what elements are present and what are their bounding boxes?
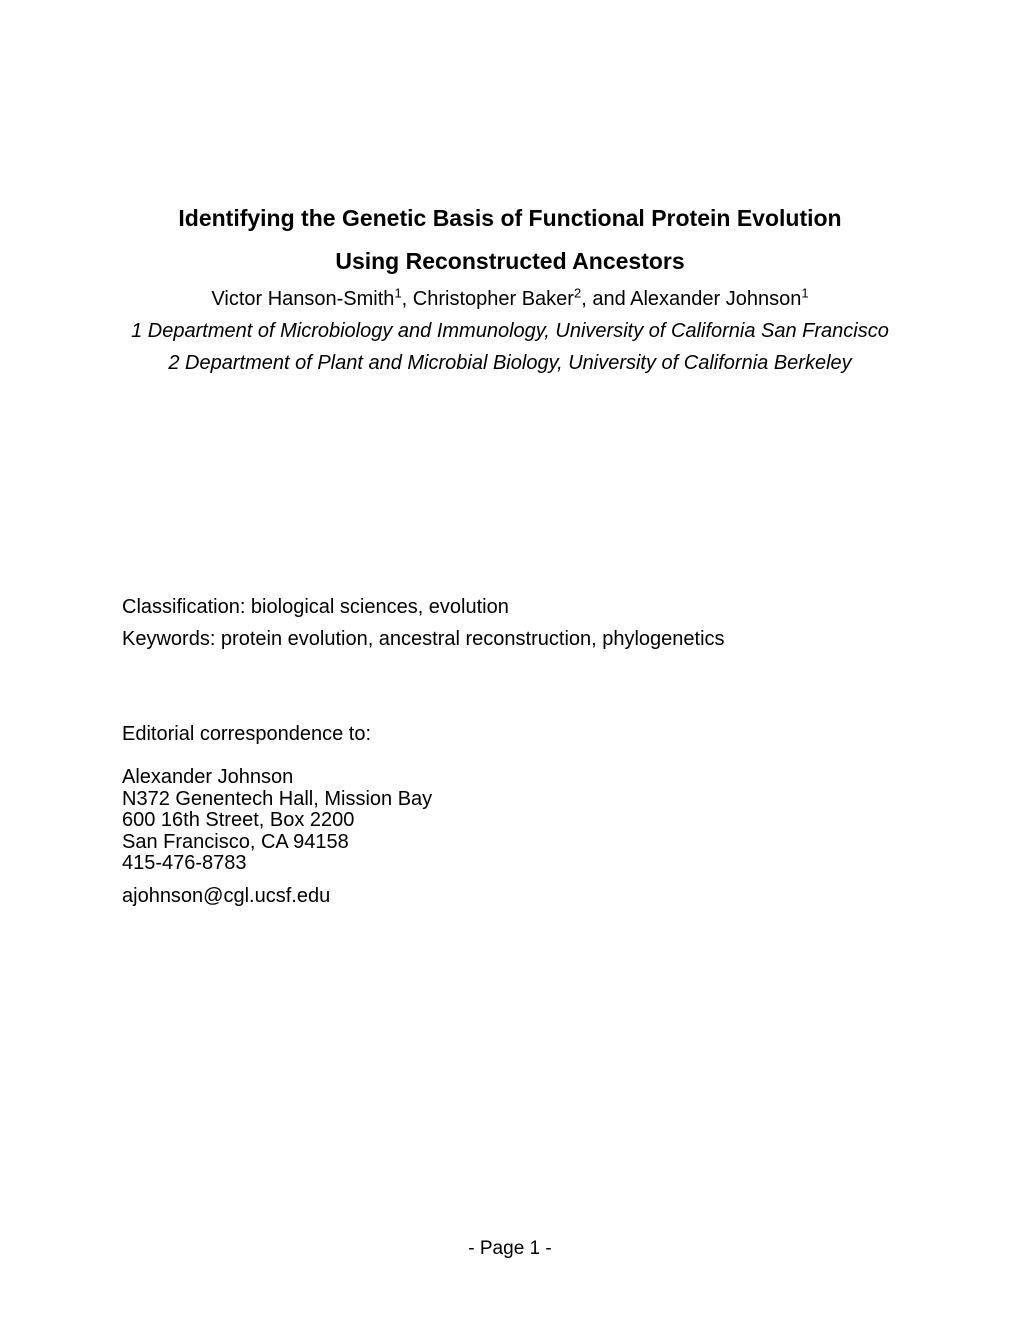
correspondence-address	[122, 767, 898, 875]
page-number-footer: - Page 1 -	[468, 1238, 552, 1259]
author-name: , Christopher Baker	[401, 288, 574, 310]
classification-line: Classification: biological sciences, evolution	[122, 596, 509, 618]
author-name: , and Alexander Johnson	[581, 288, 802, 310]
meta-block	[122, 591, 898, 655]
correspondence-email: ajohnson@cgl.ucsf.edu	[122, 884, 331, 907]
address-line: 600 16th Street, Box 2200	[122, 809, 355, 831]
address-line: San Francisco, CA 94158	[122, 830, 349, 853]
author-affiliation-superscript: 2	[573, 285, 582, 301]
affiliation-line-1: 1 Department of Microbiology and Immunology, University of California San Francisco	[131, 320, 889, 342]
byline-block	[122, 283, 898, 379]
author-line	[122, 283, 898, 315]
author-affiliation-superscript: 1	[394, 285, 402, 301]
paper-title	[122, 197, 898, 283]
author-affiliation-superscript: 1	[801, 285, 809, 301]
title-line-1: Identifying the Genetic Basis of Functional Protein Evolution	[178, 205, 842, 231]
address-line: N372 Genentech Hall, Mission Bay	[122, 787, 433, 810]
affiliation-line-2: 2 Department of Plant and Microbial Biology, University of California Berkeley	[168, 352, 852, 374]
keywords-line: Keywords: protein evolution, ancestral reconstruction, phylogenetics	[122, 628, 725, 650]
page-content	[122, 0, 898, 907]
title-line-2: Using Reconstructed Ancestors	[335, 248, 685, 274]
author-name: Victor Hanson-Smith	[211, 288, 395, 310]
address-line: Alexander Johnson	[122, 766, 294, 788]
correspondence-label: Editorial correspondence to:	[122, 723, 372, 745]
address-line: 415-476-8783	[122, 852, 247, 874]
